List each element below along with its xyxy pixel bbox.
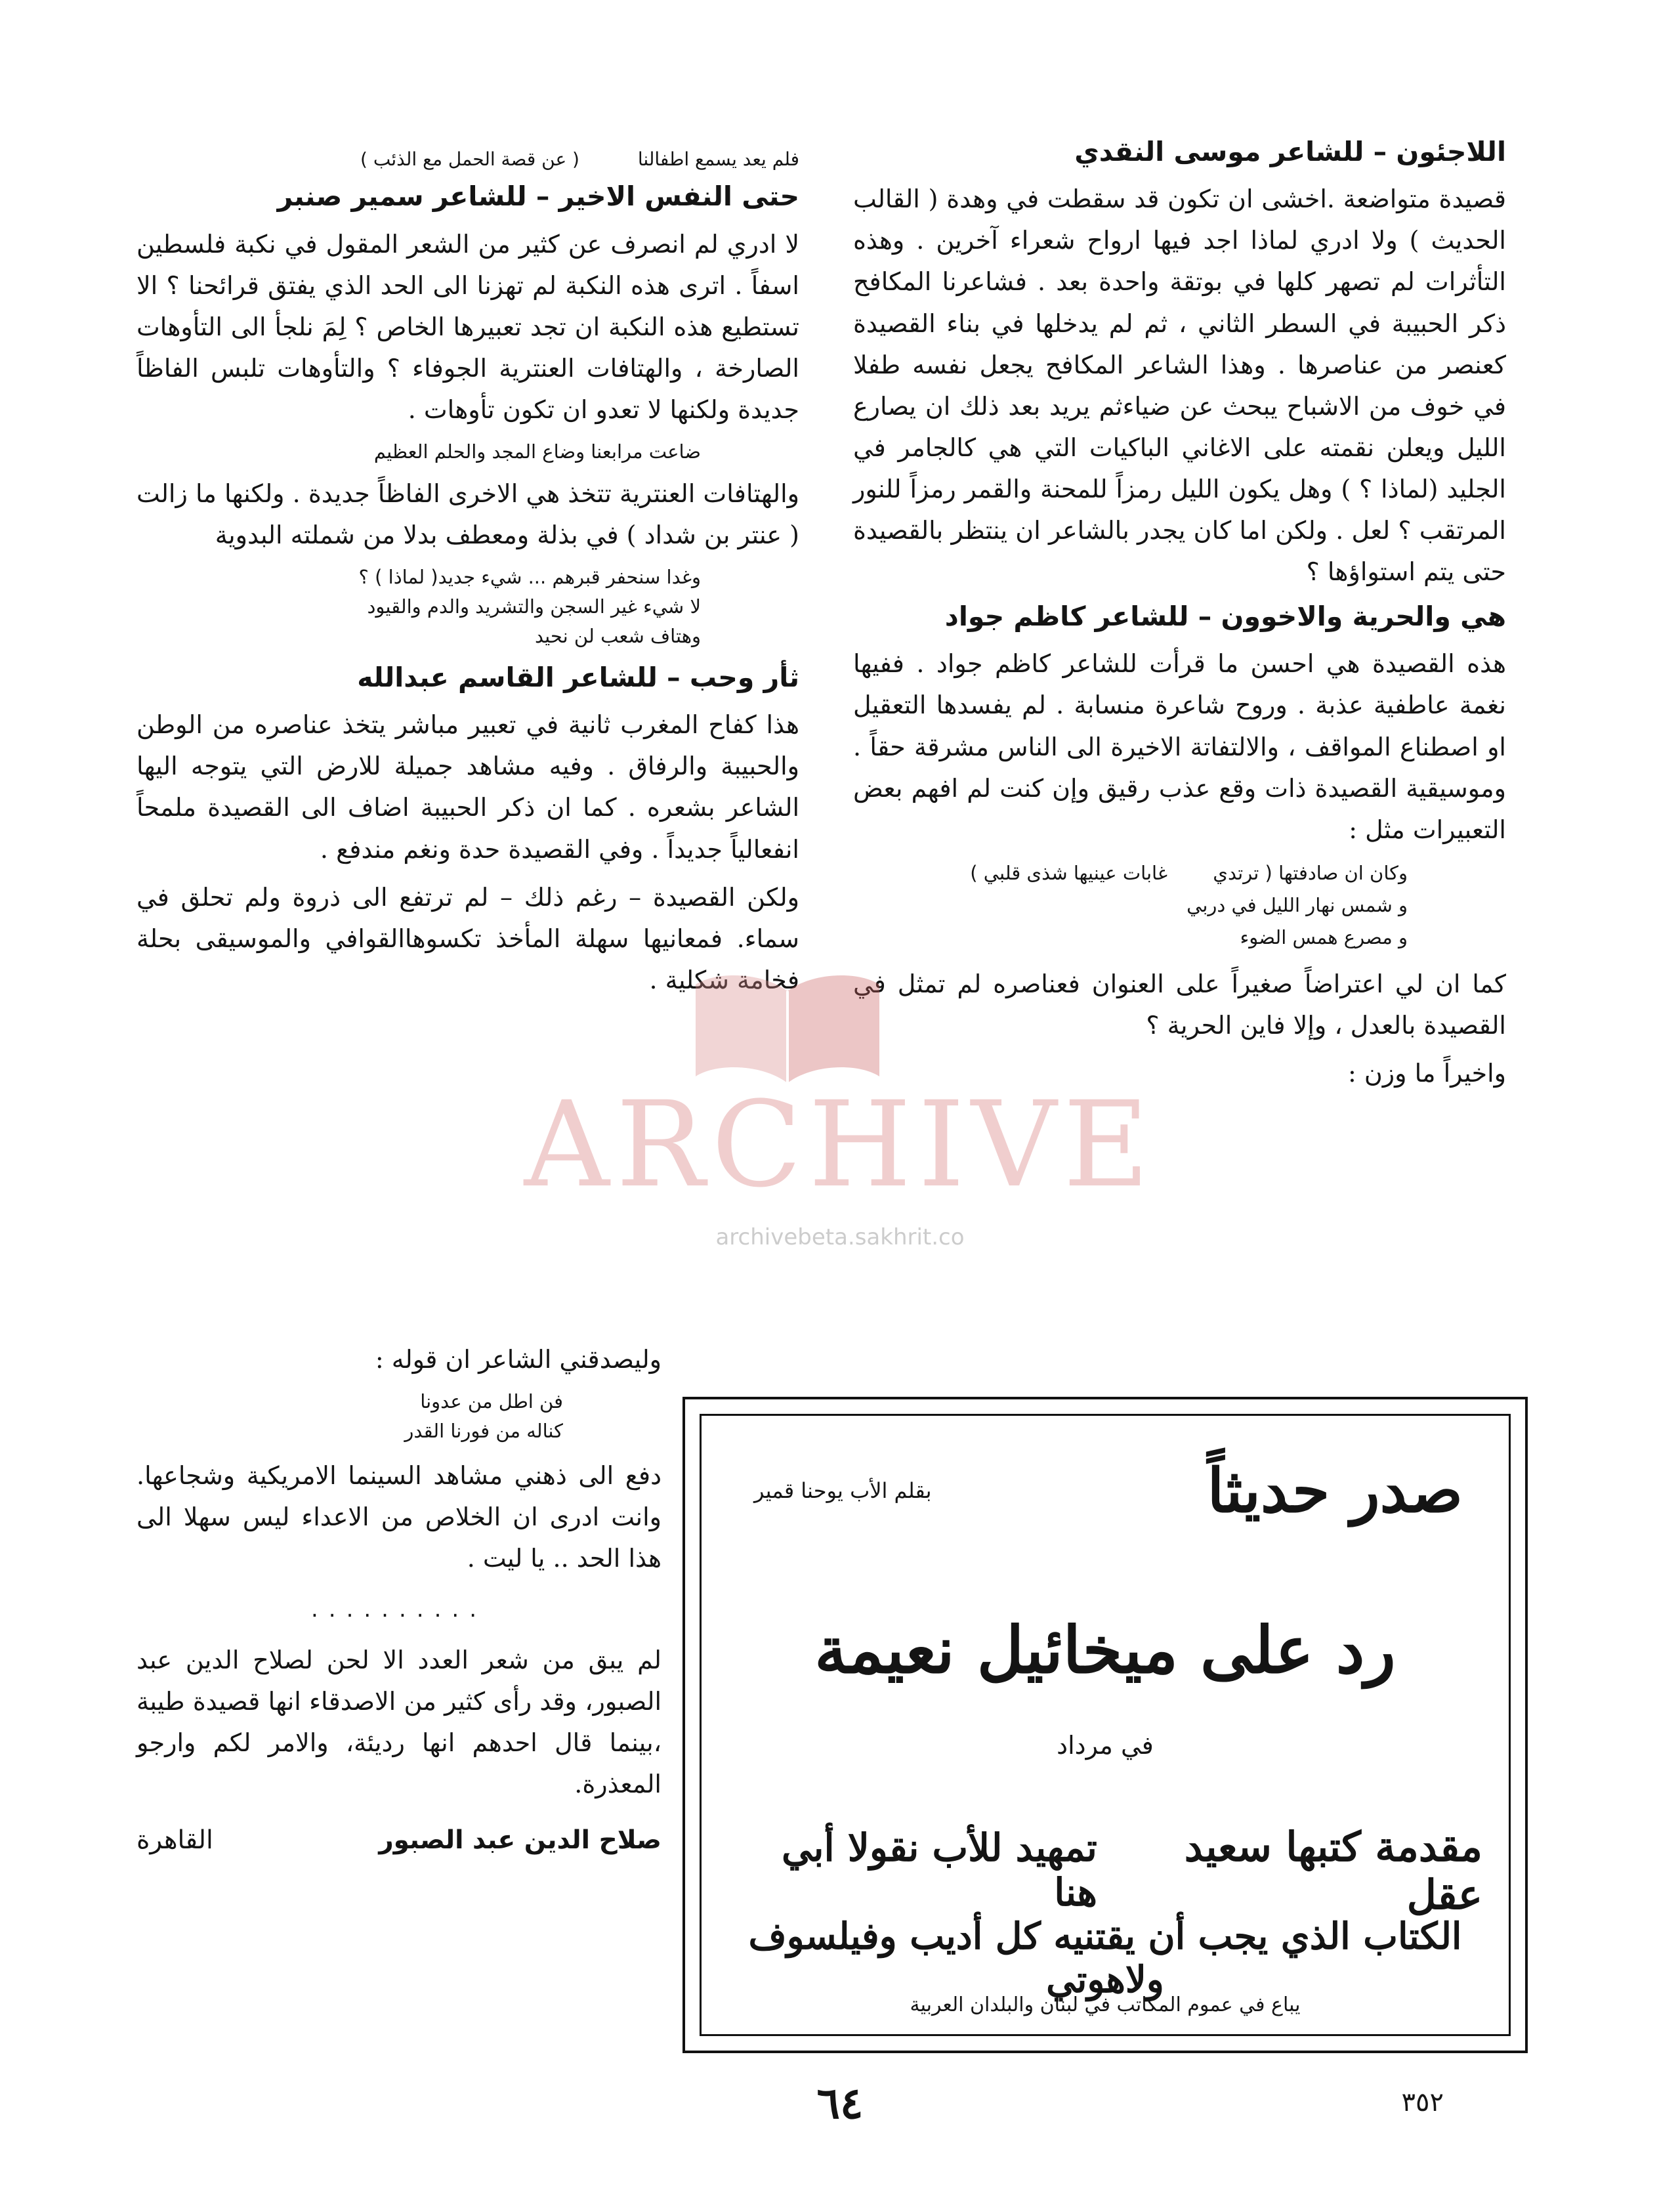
review-paragraph: ولكن القصيدة – رغم ذلك – لم ترتفع الى ذروة ولم تحلق في سماء. فمعانيها سهلة المأخذ تكسوهاالقوافي والموسيقى بحلة فخامة شكلية . (136, 882, 799, 994)
signature-place: القاهرة (136, 1825, 213, 1855)
quoted-verse-line: غابات عينيها شذى قلبي ) (970, 861, 1168, 884)
ad-credit-intro: تمهيد للأب نقولا أبي هنا (782, 1825, 1097, 1915)
signature-name: صلاح الدين عبد الصبور (379, 1825, 662, 1855)
book-advertisement (682, 1397, 1528, 2053)
review-paragraph: واخيراً ما وزن : (1348, 1058, 1506, 1088)
review-paragraph: هذا كفاح المغرب ثانية في تعبير مباشر يتخذ عناصره من الوطن والحبيبة والرفاق . وفيه مشاهد جميلة للارض التي يتوجه اليها الشاعر بشعره . كما ان ذكر الحبيبة اضاف الى القصيدة ملمحاً انفعالياً جديداً . وفي القصيدة حدة ونغم مندفع . (136, 710, 800, 864)
review-paragraph: والهتافات العنترية تتخذ هي الاخرى الفاظاً جديدة . ولكنها ما زالت ( عنتر بن شداد ) في بذلة ومعطف بدلا من شملته البدوية (136, 479, 799, 550)
carryover-verse-line (136, 148, 799, 171)
quoted-verse-line: ضاعت مرابعنا وضاع المجد والحلم العظيم (373, 440, 701, 463)
issue-number: ٣٥٢ (1401, 2087, 1444, 2117)
review-paragraph: هذه القصيدة هي احسن ما قرأت للشاعر كاظم جواد . ففيها نغمة عاطفية عذبة . وروح شاعرة منسابة . لم يفسدها التعقيل او اصطناع المواقف ، والالتفاتة الاخيرة الى الناس مشرقة حقاً . وموسيقية القصيدة ذات وقع عذب رقيق وإن كنت لم افهم بعض التعبيرات مثل : (853, 649, 1506, 844)
review-title-revenge-love: ثأر وحب – للشاعر القاسم عبدالله (357, 661, 799, 693)
left-column (136, 148, 799, 1008)
page-number: ٦٤ (816, 2077, 864, 2129)
quoted-verse-line: و شمس نهار الليل في دربي (1186, 894, 1408, 917)
ad-book-title: رد على ميخائيل نعيمة (814, 1613, 1396, 1688)
ad-author: بقلم الأب يوحنا قمير (754, 1478, 932, 1503)
quoted-verse-line: لا شيء غير السجن والتشريد والدم والقيود (367, 595, 701, 618)
ad-tagline: الكتاب الذي يجب أن يقتنيه كل أديب وفيلسوف ولاهوتي (748, 1915, 1462, 2001)
ad-credit-preface: مقدمة كتبها سعيد عقل (1184, 1823, 1482, 1919)
right-column (853, 135, 1506, 1101)
quoted-verse-line: فلم يعد يسمع اطفالنا (637, 148, 799, 170)
ad-sale-note: يباع في عموم المكاتب في لبنان والبلدان العربية (910, 1993, 1301, 2016)
quoted-verse-line: وغدا سنحفر قبرهم ... شيء جديد( لماذا ) ؟ (358, 566, 701, 589)
left-column-lower (136, 1339, 662, 1855)
review-paragraph: قصيدة متواضعة .اخشى ان تكون قد سقطت في وهدة ( القالب الحديث ) ولا ادري لماذا اجد فيها ارواح شعراء آخرين . وهذه التأثرات لم تصهر كلها في بوتقة واحدة بعد . فشاعرنا المكافح ذكر الحبيبة في السطر الثاني ، ثم لم يدخلها في بناء القصيدة كعنصر من عناصرها . وهذا الشاعر المكافح يجعل نفسه طفلا في خوف من الاشباح يبحث عن ضياءثم يريد بعد ذلك ان يصارع الليل ويعلن نقمته على الاغاني الباكيات التي هي كالجامر في الجليد (لماذا ؟ ) وهل يكون الليل رمزاً للمحنة والقمر رمزاً للنور المرتقب ؟ لعل . ولكن اما كان يجدر بالشاعر ان ينتظر بالقصيدة حتى يتم استواؤها ؟ (853, 184, 1506, 586)
source-note: ( عن قصة الحمل مع الذئب ) (360, 148, 579, 170)
review-title-last-breath: حتى النفس الاخير – للشاعر سمير صنبر (277, 181, 799, 213)
ad-book-subtitle: في مرداد (1057, 1731, 1154, 1760)
closing-paragraph: لم يبق من شعر العدد الا لحن لصلاح الدين عبد الصبور، وقد رأى كثير من الاصدقاء انها قصيدة طيبة ،بينما قال احدهم انها رديئة، والامر لكم وارجو المعذرة. (136, 1646, 662, 1799)
review-paragraph: دفع الى ذهني مشاهد السينما الامريكية وشجاعها. وانت ادرى ان الخلاص من الاعداء ليس سهلا الى هذا الحد .. يا ليت . (136, 1460, 662, 1573)
quoted-verse-block (136, 1387, 662, 1446)
quoted-verse-block (136, 563, 799, 651)
quoted-verse-block (853, 857, 1506, 954)
review-paragraph: كما ان لي اعتراضاً صغيراً على العنوان فعناصره لم تمثل في القصيدة بالعدل ، وإلا فاين الحرية ؟ (853, 969, 1507, 1040)
section-separator: .......... (310, 1596, 488, 1623)
quoted-verse-line: وهتاف شعب لن نحيد (534, 625, 701, 648)
signature (136, 1825, 662, 1855)
watermark-text: ARCHIVE (524, 1076, 1156, 1214)
review-paragraph: وليصدقني الشاعر ان قوله : (375, 1345, 662, 1374)
watermark-url: archivebeta.sakhrit.co (715, 1224, 965, 1250)
ad-credits (728, 1823, 1482, 1919)
quoted-verse (853, 857, 1506, 889)
quoted-verse-line: كناله من فورنا القدر (404, 1420, 563, 1443)
quoted-verse-line: فن اطل من عدونا (420, 1390, 563, 1413)
ad-heading: صدر حديثاً (1207, 1455, 1463, 1526)
advertisement-inner-frame (700, 1414, 1511, 2036)
review-title-she-freedom: هي والحرية والاخوون – للشاعر كاظم جواد (944, 601, 1506, 633)
quoted-verse-line: و مصرع همس الضوء (1240, 926, 1408, 949)
review-title-refugees: اللاجئون – للشاعر موسى النقدي (1074, 136, 1506, 167)
quoted-verse-line: وكان ان صادفتها ( ترتدي (1213, 861, 1408, 884)
review-paragraph: لا ادري لم انصرف عن كثير من الشعر المقول في نكبة فلسطين اسفاً . اترى هذه النكبة لم تهزنا الى الحد الذي يفتق قرائحنا ؟ الا تستطيع هذه النكبة ان تجد تعبيرها الخاص ؟ لِمَ نلجأ الى التأوهات الصارخة ، والهتافات العنترية الجوفاء ؟ والتأوهات تلبس الفاظاً جديدة ولكنها لا تعدو ان تكون تأوهات . (136, 229, 799, 424)
